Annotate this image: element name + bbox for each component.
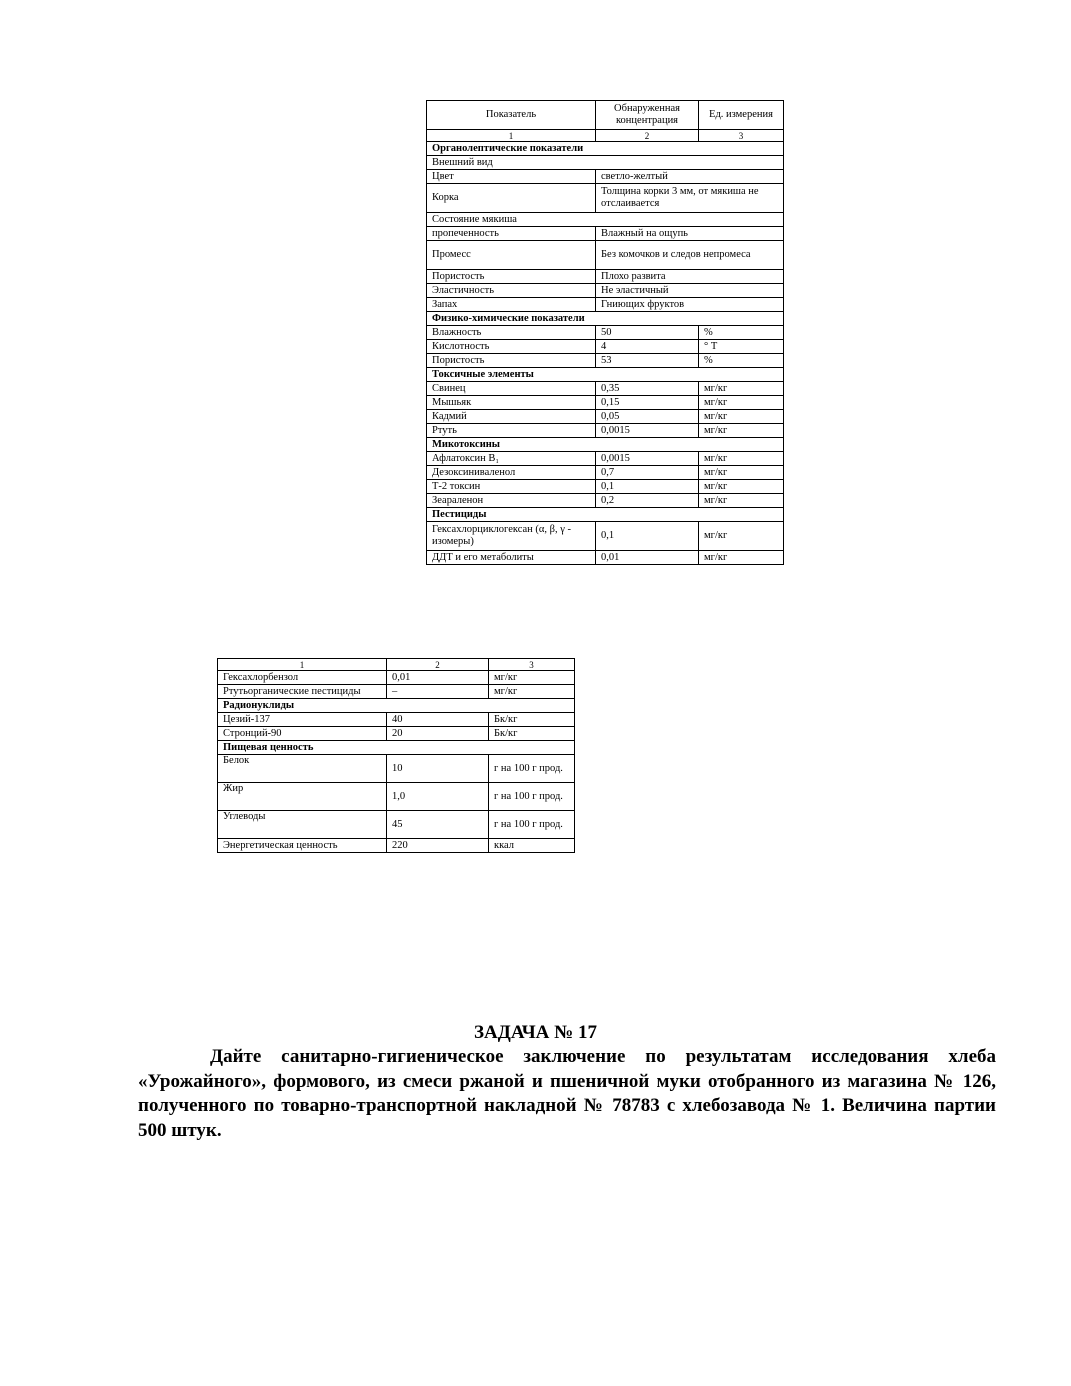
column-header: Ед. измерения: [699, 101, 784, 130]
row-label: Мышьяк: [427, 396, 596, 410]
row-label: пропеченность: [427, 227, 596, 241]
table-row: [427, 170, 784, 184]
table-row: [427, 213, 784, 227]
row-unit: мг/кг: [489, 685, 575, 699]
row-value: Толщина корки 3 мм, от мякиша не отслаивается: [596, 184, 784, 213]
row-value: 0,35: [596, 382, 699, 396]
section-title: Токсичные элементы: [427, 368, 784, 382]
table-row: [427, 466, 784, 480]
row-value: светло-желтый: [596, 170, 784, 184]
row-value: 0,1: [596, 480, 699, 494]
table-row: [427, 340, 784, 354]
results-table-1-body: [427, 101, 784, 565]
row-value: 1,0: [387, 783, 489, 811]
column-number: 1: [218, 659, 387, 671]
row-value: 50: [596, 326, 699, 340]
row-label: Свинец: [427, 382, 596, 396]
section-header-row: [427, 508, 784, 522]
section-header-row: [427, 438, 784, 452]
row-unit: г на 100 г прод.: [489, 783, 575, 811]
table-row: [427, 227, 784, 241]
table-row: [218, 713, 575, 727]
section-header-row: [427, 368, 784, 382]
row-value: 45: [387, 811, 489, 839]
row-unit: мг/кг: [489, 671, 575, 685]
row-unit: Бк/кг: [489, 713, 575, 727]
row-value: 0,15: [596, 396, 699, 410]
section-title: Микотоксины: [427, 438, 784, 452]
row-unit: мг/кг: [699, 382, 784, 396]
table-row: [427, 241, 784, 270]
table-row: [427, 410, 784, 424]
row-value: 0,0015: [596, 452, 699, 466]
row-label: Запах: [427, 298, 596, 312]
table-row: [218, 671, 575, 685]
row-label: Цезий-137: [218, 713, 387, 727]
row-label: Т-2 токсин: [427, 480, 596, 494]
row-value: 10: [387, 755, 489, 783]
task-title: ЗАДАЧА № 17: [474, 1022, 597, 1043]
row-unit: мг/кг: [699, 452, 784, 466]
results-table-1: [426, 100, 784, 565]
row-value: 0,0015: [596, 424, 699, 438]
row-label: Кислотность: [427, 340, 596, 354]
row-unit: %: [699, 354, 784, 368]
table-row: [218, 811, 575, 839]
table-row: [427, 354, 784, 368]
table-row: [218, 755, 575, 783]
column-header: Показатель: [427, 101, 596, 130]
row-value: Влажный на ощупь: [596, 227, 784, 241]
row-unit: г на 100 г прод.: [489, 755, 575, 783]
row-unit: мг/кг: [699, 466, 784, 480]
column-number: 3: [489, 659, 575, 671]
row-unit: мг/кг: [699, 410, 784, 424]
column-number-row: [427, 130, 784, 142]
row-unit: г на 100 г прод.: [489, 811, 575, 839]
row-value: Плохо развита: [596, 270, 784, 284]
row-value: 220: [387, 839, 489, 853]
row-value: 40: [387, 713, 489, 727]
row-label: Эластичность: [427, 284, 596, 298]
row-label: Гексахлорбензол: [218, 671, 387, 685]
table-row: [218, 839, 575, 853]
column-number-row: [218, 659, 575, 671]
table-row: [427, 298, 784, 312]
row-value: 0,05: [596, 410, 699, 424]
table-row: [427, 424, 784, 438]
column-number: 2: [387, 659, 489, 671]
row-label: Внешний вид: [427, 156, 784, 170]
row-unit: ккал: [489, 839, 575, 853]
column-number: 2: [596, 130, 699, 142]
results-table-2-body: [218, 659, 575, 853]
row-label: Белок: [218, 755, 387, 783]
table-row: [427, 452, 784, 466]
row-unit: мг/кг: [699, 551, 784, 565]
row-unit: мг/кг: [699, 396, 784, 410]
row-unit: мг/кг: [699, 522, 784, 551]
row-label: Пористость: [427, 270, 596, 284]
row-value: 0,01: [387, 671, 489, 685]
table-row: [427, 284, 784, 298]
row-label: Влажность: [427, 326, 596, 340]
row-value: 0,01: [596, 551, 699, 565]
section-title: Пестициды: [427, 508, 784, 522]
table-row: [427, 494, 784, 508]
row-label: Цвет: [427, 170, 596, 184]
row-label: ДДТ и его метаболиты: [427, 551, 596, 565]
row-label: Гексахлорциклогексан (α, β, γ - изомеры): [427, 522, 596, 551]
results-table-2: [217, 658, 575, 853]
table-row: [427, 270, 784, 284]
table-row: [427, 396, 784, 410]
row-label: Углеводы: [218, 811, 387, 839]
row-label: Пористость: [427, 354, 596, 368]
row-value: Без комочков и следов непромеса: [596, 241, 784, 270]
row-value: Гниющих фруктов: [596, 298, 784, 312]
section-header-row: [427, 312, 784, 326]
row-unit: %: [699, 326, 784, 340]
row-label: Состояние мякиша: [427, 213, 784, 227]
row-label: Дезоксиниваленол: [427, 466, 596, 480]
table-row: [427, 326, 784, 340]
row-label: Жир: [218, 783, 387, 811]
row-value: Не эластичный: [596, 284, 784, 298]
row-label: Кадмий: [427, 410, 596, 424]
header-row: [427, 101, 784, 130]
table-row: [427, 480, 784, 494]
section-header-row: [218, 741, 575, 755]
table-row: [427, 551, 784, 565]
row-value: 53: [596, 354, 699, 368]
section-title: Органолептические показатели: [427, 142, 784, 156]
table-row: [218, 685, 575, 699]
column-number: 3: [699, 130, 784, 142]
row-unit: мг/кг: [699, 480, 784, 494]
row-label: Ртутьорганические пестициды: [218, 685, 387, 699]
section-title: Радионуклиды: [218, 699, 575, 713]
row-value: 20: [387, 727, 489, 741]
row-label: Энергетическая ценность: [218, 839, 387, 853]
row-label: Зеараленон: [427, 494, 596, 508]
table-row: [427, 522, 784, 551]
row-value: 0,2: [596, 494, 699, 508]
section-title: Пищевая ценность: [218, 741, 575, 755]
section-title: Физико-химические показатели: [427, 312, 784, 326]
row-unit: мг/кг: [699, 424, 784, 438]
row-label: Афлатоксин В₁: [427, 452, 596, 466]
row-value: 0,7: [596, 466, 699, 480]
row-value: 4: [596, 340, 699, 354]
row-value: 0,1: [596, 522, 699, 551]
row-value: –: [387, 685, 489, 699]
table-row: [218, 727, 575, 741]
column-header: Обнаруженная концентрация: [596, 101, 699, 130]
column-number: 1: [427, 130, 596, 142]
row-unit: ° Т: [699, 340, 784, 354]
row-unit: Бк/кг: [489, 727, 575, 741]
row-label: Промесс: [427, 241, 596, 270]
section-header-row: [427, 142, 784, 156]
table-row: [427, 184, 784, 213]
table-row: [427, 382, 784, 396]
row-label: Стронций-90: [218, 727, 387, 741]
row-unit: мг/кг: [699, 494, 784, 508]
table-row: [218, 783, 575, 811]
row-label: Корка: [427, 184, 596, 213]
section-header-row: [218, 699, 575, 713]
row-label: Ртуть: [427, 424, 596, 438]
table-row: [427, 156, 784, 170]
task-text: Дайте санитарно-гигиеническое заключение по результатам исследования хлеба «Урожайного», формового, из смеси ржаной и пшеничной муки отобранного из магазина № 126, полученного по товарно-транспортной накладной № 78783 с хлебозавода № 1. Величина партии 500 штук.: [138, 1046, 996, 1141]
